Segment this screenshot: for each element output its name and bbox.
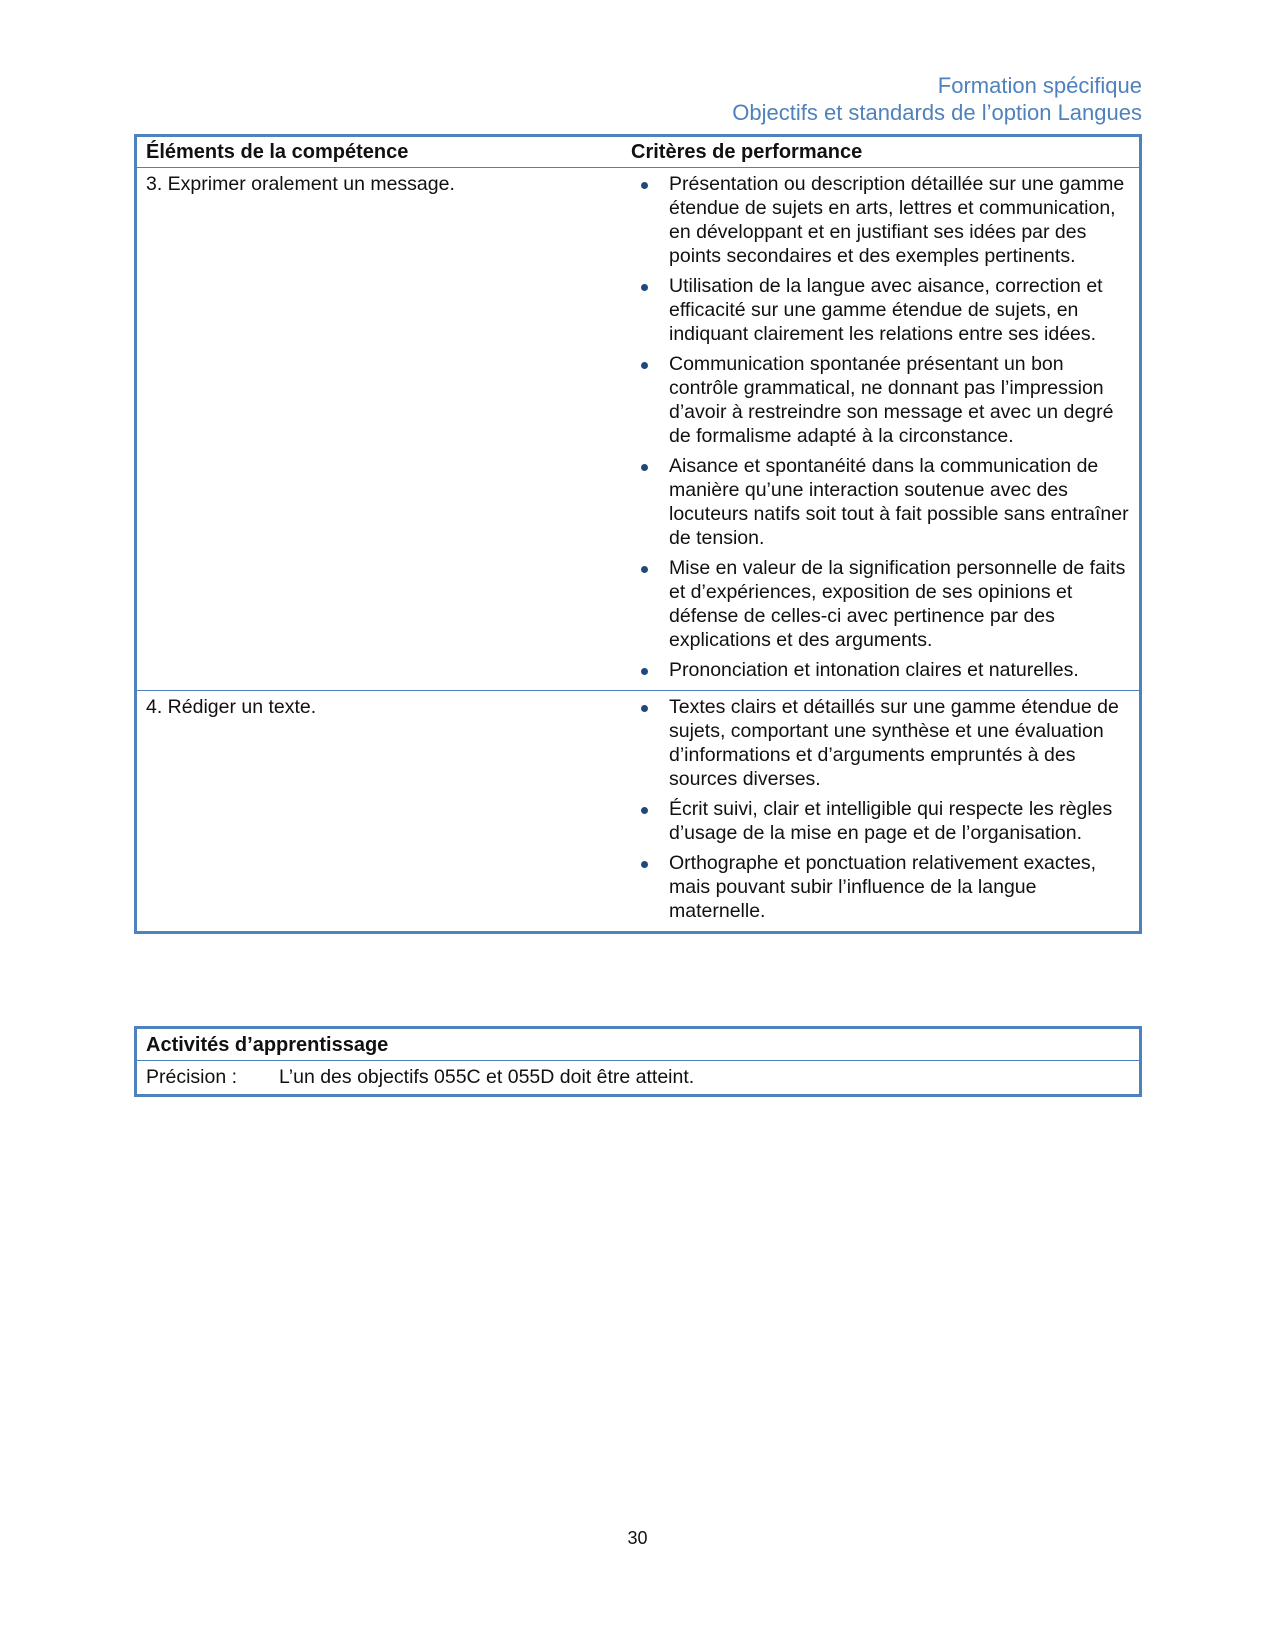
competence-table	[134, 134, 1142, 934]
bullet-icon	[641, 362, 648, 369]
criteria-item: Orthographe et ponctuation relativement exactes, mais pouvant subir l’influence de la langue maternelle.	[631, 851, 1133, 923]
criteria-item: Communication spontanée présentant un bon contrôle grammatical, ne donnant pas l’impression d’avoir à restreindre son message et avec un degré de formalisme adapté à la circonstance.	[631, 352, 1133, 448]
criteria-item: Écrit suivi, clair et intelligible qui respecte les règles d’usage de la mise en page et de l’organisation.	[631, 797, 1133, 845]
running-header	[732, 72, 1142, 126]
criteria-item: Présentation ou description détaillée sur une gamme étendue de sujets en arts, lettres et communication, en développant et en justifiant ses idées par des points secondaires et des exemples pertinents.	[631, 172, 1133, 268]
table-header-row	[137, 137, 1139, 167]
criteria-list	[631, 695, 1133, 923]
header-line-1: Formation spécifique	[937, 73, 1142, 98]
element-cell: 4. Rédiger un texte.	[146, 696, 317, 718]
table-row	[137, 167, 1139, 690]
bullet-icon	[641, 464, 648, 471]
precision-row	[137, 1061, 1139, 1094]
criteria-item: Prononciation et intonation claires et naturelles.	[631, 658, 1133, 682]
bullet-icon	[641, 668, 648, 675]
table-row	[137, 690, 1139, 931]
bullet-icon	[641, 284, 648, 291]
activities-title: Activités d’apprentissage	[137, 1029, 1139, 1061]
precision-text: L’un des objectifs 055C et 055D doit être atteint.	[279, 1066, 695, 1088]
bullet-icon	[641, 182, 648, 189]
criteria-item: Utilisation de la langue avec aisance, correction et efficacité sur une gamme étendue de sujets, en indiquant clairement les relations entre ses idées.	[631, 274, 1133, 346]
header-line-2: Objectifs et standards de l’option Langues	[732, 100, 1142, 125]
page-number: 30	[627, 1528, 648, 1548]
precision-label: Précision :	[146, 1066, 238, 1088]
bullet-icon	[641, 807, 648, 814]
bullet-icon	[641, 705, 648, 712]
element-cell: 3. Exprimer oralement un message.	[146, 173, 455, 195]
criteria-item: Textes clairs et détaillés sur une gamme étendue de sujets, comportant une synthèse et une évaluation d’informations et d’arguments empruntés à des sources diverses.	[631, 695, 1133, 791]
activities-box	[134, 1026, 1142, 1097]
column-header-elements: Éléments de la compétence	[146, 141, 409, 163]
criteria-item: Mise en valeur de la signification personnelle de faits et d’expériences, exposition de ses opinions et défense de celles-ci avec pertinence par des explications et des arguments.	[631, 556, 1133, 652]
column-header-criteria: Critères de performance	[631, 141, 863, 163]
bullet-icon	[641, 861, 648, 868]
criteria-list	[631, 172, 1133, 682]
bullet-icon	[641, 566, 648, 573]
criteria-item: Aisance et spontanéité dans la communication de manière qu’une interaction soutenue avec des locuteurs natifs soit tout à fait possible sans entraîner de tension.	[631, 454, 1133, 550]
